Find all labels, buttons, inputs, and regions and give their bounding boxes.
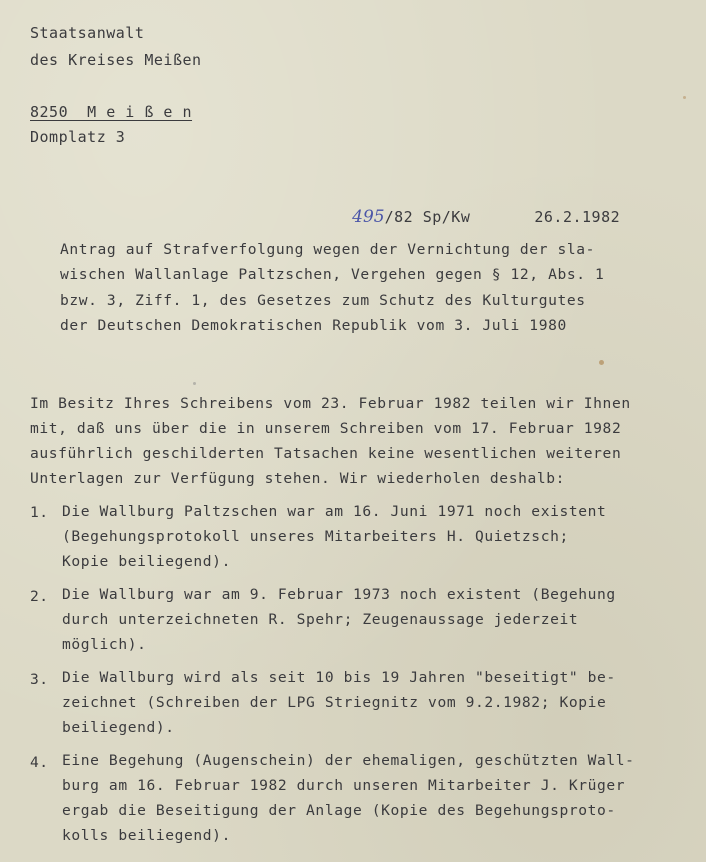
subject-line-1: Antrag auf Strafverfolgung wegen der Vernichtung der sla-	[60, 241, 596, 258]
paper-speck	[683, 96, 686, 99]
list-item-line: Die Wallburg Paltzschen war am 16. Juni 1971 noch existent	[62, 503, 607, 520]
intro-line-4: Unterlagen zur Verfügung stehen. Wir wiederholen deshalb:	[30, 470, 566, 487]
list-item-line: Kopie beiliegend).	[62, 553, 231, 570]
intro-line-2: mit, daß uns über die in unserem Schreiben vom 17. Februar 1982	[30, 420, 622, 437]
list-item-line: burg am 16. Februar 1982 durch unseren Mitarbeiter J. Krüger	[62, 777, 626, 794]
list-item-line: (Begehungsprotokoll unseres Mitarbeiters H. Quietzsch;	[62, 528, 569, 545]
sender-line-2: des Kreises Meißen	[30, 51, 202, 69]
handwritten-file-number: 495	[352, 207, 385, 227]
reference-suffix: /82 Sp/Kw	[384, 208, 471, 226]
sender-street: Domplatz 3	[30, 128, 126, 146]
intro-line-3: ausführlich geschilderten Tatsachen keine wesentlichen weiteren	[30, 445, 622, 462]
paper-speck	[599, 360, 604, 365]
list-item-line: durch unterzeichneten R. Spehr; Zeugenaussage jederzeit	[62, 611, 579, 628]
subject-line-4: der Deutschen Demokratischen Republik vom 3. Juli 1980	[60, 317, 567, 334]
list-item-line: beiliegend).	[62, 719, 175, 736]
list-item-line: Die Wallburg wird als seit 10 bis 19 Jahren "beseitigt" be-	[62, 669, 616, 686]
list-item-number: 1.	[30, 504, 49, 521]
reference-line	[314, 190, 620, 244]
list-item-line: ergab die Beseitigung der Anlage (Kopie des Begehungsproto-	[62, 802, 616, 819]
list-item-number: 2.	[30, 588, 49, 605]
list-item-line: möglich).	[62, 636, 147, 653]
intro-line-1: Im Besitz Ihres Schreibens vom 23. Februar 1982 teilen wir Ihnen	[30, 395, 631, 412]
subject-line-3: bzw. 3, Ziff. 1, des Gesetzes zum Schutz des Kulturgutes	[60, 292, 586, 309]
list-item-number: 3.	[30, 671, 49, 688]
paper-speck	[193, 382, 196, 385]
list-item-number: 4.	[30, 754, 49, 771]
list-item-line: Eine Begehung (Augenschein) der ehemaligen, geschützten Wall-	[62, 752, 635, 769]
subject-line-2: wischen Wallanlage Paltzschen, Vergehen gegen § 12, Abs. 1	[60, 266, 605, 283]
letter-date: 26.2.1982	[534, 208, 621, 226]
list-item-line: zeichnet (Schreiben der LPG Striegnitz vom 9.2.1982; Kopie	[62, 694, 607, 711]
sender-city: 8250 M e i ß e n	[30, 103, 193, 121]
list-item-line: Die Wallburg war am 9. Februar 1973 noch existent (Begehung	[62, 586, 616, 603]
sender-line-1: Staatsanwalt	[30, 24, 145, 42]
list-item-line: kolls beiliegend).	[62, 827, 231, 844]
